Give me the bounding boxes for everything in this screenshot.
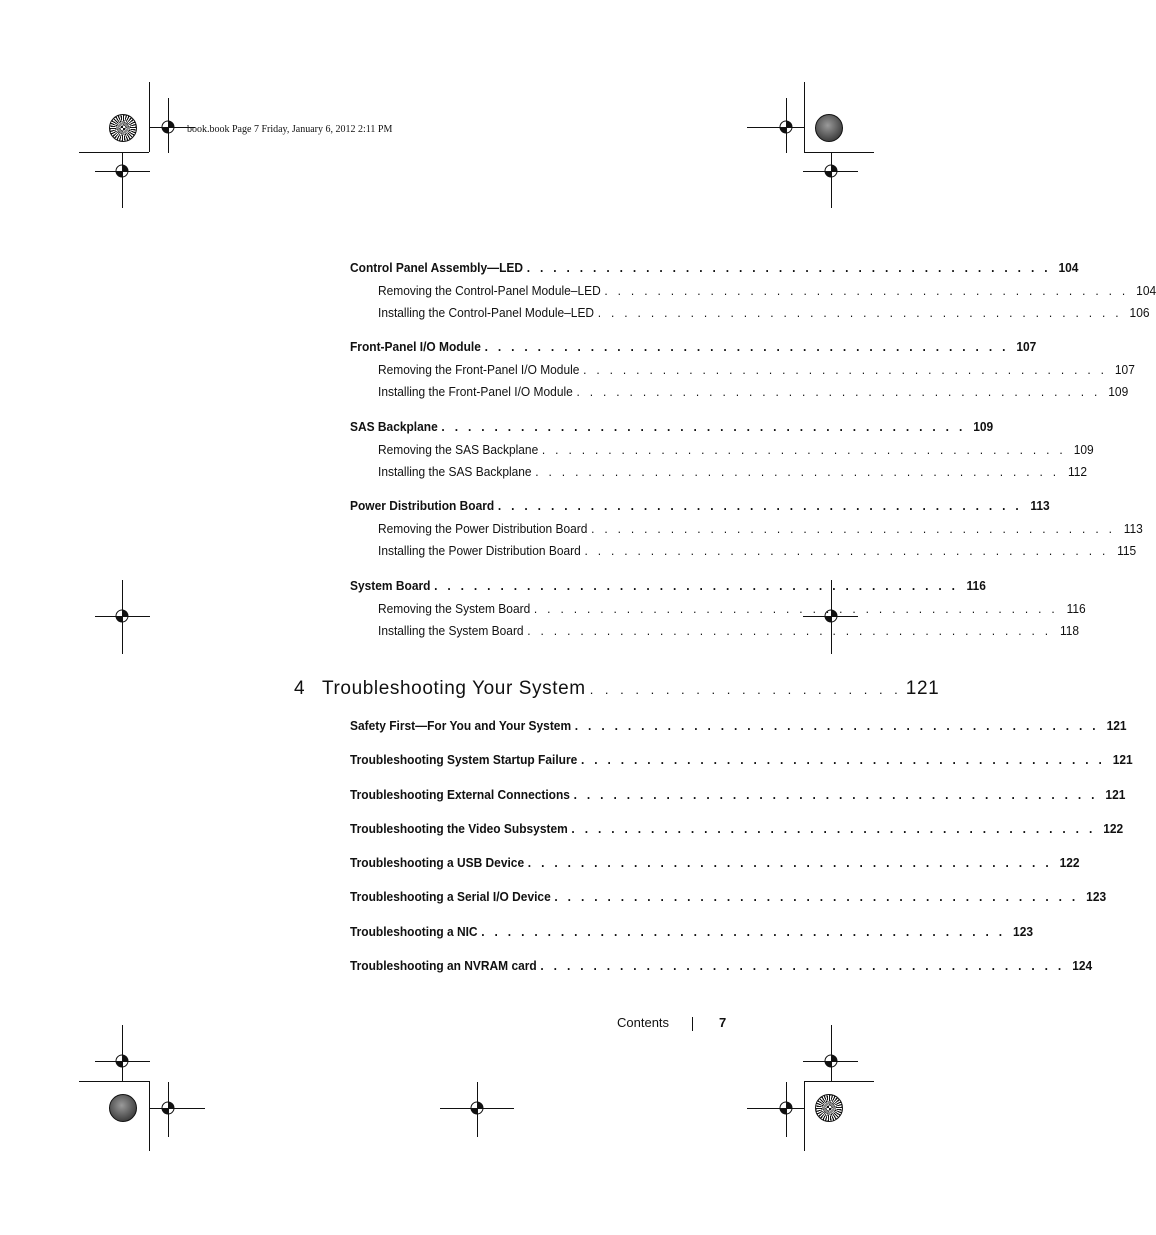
toc-page-number: 116 xyxy=(966,578,986,593)
chapter-number: 4 xyxy=(294,678,306,699)
toc-section[interactable]: Troubleshooting System Startup Failure . . . . . . . . . . . . . . . . . . . . . . . . . . . . . . . . . . . . . . . . 121 xyxy=(350,752,1133,767)
toc-section-title: System Board xyxy=(350,578,431,593)
toc-section[interactable]: Control Panel Assembly—LED . . . . . . . . . . . . . . . . . . . . . . . . . . . . . . . . . . . . . . . . 104 xyxy=(350,260,1079,275)
footer-separator xyxy=(692,1017,693,1031)
toc-page-number: 118 xyxy=(1059,623,1080,638)
toc-section[interactable]: Troubleshooting a NIC . . . . . . . . . . . . . . . . . . . . . . . . . . . . . . . . . . . . . . . . 123 xyxy=(350,924,1034,939)
toc-subsection[interactable]: Removing the Control-Panel Module–LED . . . . . . . . . . . . . . . . . . . . . . . . . . . . . . . . . . . . . . . . 104 xyxy=(378,283,1156,298)
toc-page-number: 113 xyxy=(1123,521,1143,536)
toc-page-number: 109 xyxy=(1073,442,1094,457)
toc-page-number: 121 xyxy=(1112,752,1133,767)
toc-section[interactable]: Safety First—For You and Your System . . . . . . . . . . . . . . . . . . . . . . . . . . . . . . . . . . . . . . . . 121 xyxy=(350,718,1127,733)
toc-section-title: Troubleshooting a USB Device xyxy=(350,855,525,870)
toc-subsection[interactable]: Installing the Front-Panel I/O Module . . . . . . . . . . . . . . . . . . . . . . . . . . . . . . . . . . . . . . . . 109 xyxy=(378,384,1129,399)
toc-subsection[interactable]: Installing the System Board . . . . . . . . . . . . . . . . . . . . . . . . . . . . . . . . . . . . . . . . 118 xyxy=(378,623,1080,638)
toc-page-number: 123 xyxy=(1086,889,1107,904)
toc-section-title: Troubleshooting the Video Subsystem xyxy=(350,821,568,836)
toc-section-title: Front-Panel I/O Module xyxy=(350,339,481,354)
toc-subsection-title: Removing the Power Distribution Board xyxy=(378,521,588,536)
toc-subsection-title: Installing the Control-Panel Module–LED xyxy=(378,305,595,320)
crosshair-registration-icon xyxy=(158,117,178,137)
starburst-registration-icon xyxy=(815,114,843,142)
toc-subsection[interactable]: Installing the Control-Panel Module–LED . . . . . . . . . . . . . . . . . . . . . . . . . . . . . . . . . . . . . . . . 106 xyxy=(378,305,1150,320)
toc-subsection-title: Installing the Power Distribution Board xyxy=(378,543,581,558)
toc-page-number: 115 xyxy=(1117,543,1137,558)
toc-subsection-title: Removing the System Board xyxy=(378,601,531,616)
toc-page-number: 113 xyxy=(1030,498,1050,513)
crosshair-registration-icon xyxy=(821,1051,841,1071)
toc-section-title: SAS Backplane xyxy=(350,419,438,434)
chapter-title: Troubleshooting Your System xyxy=(322,678,586,699)
starburst-registration-icon xyxy=(109,1094,137,1122)
toc-chapter-heading[interactable]: 4 Troubleshooting Your System . . . . . . . . . . . . . . . . . . . . . 121 xyxy=(294,678,940,699)
crosshair-registration-icon xyxy=(112,606,132,626)
crosshair-registration-icon xyxy=(112,1051,132,1071)
crosshair-registration-icon xyxy=(776,117,796,137)
toc-section-title: Troubleshooting System Startup Failure xyxy=(350,752,578,767)
toc-section-title: Troubleshooting External Connections xyxy=(350,787,570,802)
toc-page-number: 112 xyxy=(1067,464,1088,479)
toc-page-number: 104 xyxy=(1136,283,1156,298)
toc-subsection[interactable]: Removing the SAS Backplane . . . . . . . . . . . . . . . . . . . . . . . . . . . . . . . . . . . . . . . . 109 xyxy=(378,442,1094,457)
toc-subsection-title: Removing the Control-Panel Module–LED xyxy=(378,283,601,298)
toc-section[interactable]: Power Distribution Board . . . . . . . . . . . . . . . . . . . . . . . . . . . . . . . . . . . . . . . . 113 xyxy=(350,498,1050,513)
toc-section-title: Power Distribution Board xyxy=(350,498,495,513)
crosshair-registration-icon xyxy=(821,161,841,181)
toc-section[interactable]: SAS Backplane . . . . . . . . . . . . . . . . . . . . . . . . . . . . . . . . . . . . . . . . 109 xyxy=(350,419,994,434)
toc-subsection-title: Removing the Front-Panel I/O Module xyxy=(378,362,580,377)
toc-page-number: 109 xyxy=(973,419,994,434)
footer-label: Contents xyxy=(617,1015,670,1030)
toc-section-title: Troubleshooting a NIC xyxy=(350,924,478,939)
crosshair-registration-icon xyxy=(776,1098,796,1118)
toc-page-number: 116 xyxy=(1066,601,1086,616)
toc-section[interactable]: Troubleshooting an NVRAM card . . . . . . . . . . . . . . . . . . . . . . . . . . . . . . . . . . . . . . . . 124 xyxy=(350,958,1093,973)
toc-subsection[interactable]: Installing the Power Distribution Board . . . . . . . . . . . . . . . . . . . . . . . . . . . . . . . . . . . . . . . . 115 xyxy=(378,543,1137,558)
print-slug: book.book Page 7 Friday, January 6, 2012 2:11 PM xyxy=(187,124,393,135)
toc-section[interactable]: Troubleshooting a USB Device . . . . . . . . . . . . . . . . . . . . . . . . . . . . . . . . . . . . . . . . 122 xyxy=(350,855,1080,870)
toc-page-number: 109 xyxy=(1108,384,1129,399)
toc-section[interactable]: System Board . . . . . . . . . . . . . . . . . . . . . . . . . . . . . . . . . . . . . . . . 116 xyxy=(350,578,986,593)
toc-subsection-title: Installing the Front-Panel I/O Module xyxy=(378,384,573,399)
toc-page-number: 121 xyxy=(1105,787,1126,802)
toc-subsection-title: Installing the SAS Backplane xyxy=(378,464,532,479)
toc-section-title: Safety First—For You and Your System xyxy=(350,718,572,733)
toc-subsection[interactable]: Removing the System Board . . . . . . . . . . . . . . . . . . . . . . . . . . . . . . . . . . . . . . . . 116 xyxy=(378,601,1086,616)
toc-subsection[interactable]: Installing the SAS Backplane . . . . . . . . . . . . . . . . . . . . . . . . . . . . . . . . . . . . . . . . 112 xyxy=(378,464,1088,479)
toc-page-number: 122 xyxy=(1103,821,1124,836)
toc-section[interactable]: Troubleshooting a Serial I/O Device . . . . . . . . . . . . . . . . . . . . . . . . . . . . . . . . . . . . . . . . 123 xyxy=(350,889,1107,904)
toc-section-title: Control Panel Assembly—LED xyxy=(350,260,524,275)
toc-page-number: 106 xyxy=(1129,305,1150,320)
toc-subsection[interactable]: Removing the Front-Panel I/O Module . . . . . . . . . . . . . . . . . . . . . . . . . . . . . . . . . . . . . . . . 107 xyxy=(378,362,1135,377)
toc-page-number: 124 xyxy=(1072,958,1093,973)
toc-page-number: 123 xyxy=(1013,924,1034,939)
toc-page-number: 122 xyxy=(1059,855,1080,870)
crosshair-registration-icon xyxy=(158,1098,178,1118)
toc-page-number: 104 xyxy=(1058,260,1079,275)
toc-section[interactable]: Front-Panel I/O Module . . . . . . . . . . . . . . . . . . . . . . . . . . . . . . . . . . . . . . . . 107 xyxy=(350,339,1037,354)
starburst-registration-icon xyxy=(815,1094,843,1122)
toc-subsection-title: Installing the System Board xyxy=(378,623,524,638)
toc-section-title: Troubleshooting an NVRAM card xyxy=(350,958,537,973)
crosshair-registration-icon xyxy=(467,1098,487,1118)
footer-page-number: 7 xyxy=(719,1015,727,1030)
toc-subsection[interactable]: Removing the Power Distribution Board . . . . . . . . . . . . . . . . . . . . . . . . . . . . . . . . . . . . . . . . 113 xyxy=(378,521,1143,536)
starburst-registration-icon xyxy=(109,114,137,142)
crosshair-registration-icon xyxy=(112,161,132,181)
toc-page-number: 121 xyxy=(1106,718,1127,733)
toc-page-number: 107 xyxy=(1016,339,1037,354)
toc-section-title: Troubleshooting a Serial I/O Device xyxy=(350,889,551,904)
toc-page-number: 107 xyxy=(1114,362,1135,377)
toc-section[interactable]: Troubleshooting External Connections . . . . . . . . . . . . . . . . . . . . . . . . . . . . . . . . . . . . . . . . 121 xyxy=(350,787,1126,802)
toc-section[interactable]: Troubleshooting the Video Subsystem . . . . . . . . . . . . . . . . . . . . . . . . . . . . . . . . . . . . . . . . 122 xyxy=(350,821,1124,836)
toc-page-number: 121 xyxy=(905,678,940,699)
toc-subsection-title: Removing the SAS Backplane xyxy=(378,442,539,457)
